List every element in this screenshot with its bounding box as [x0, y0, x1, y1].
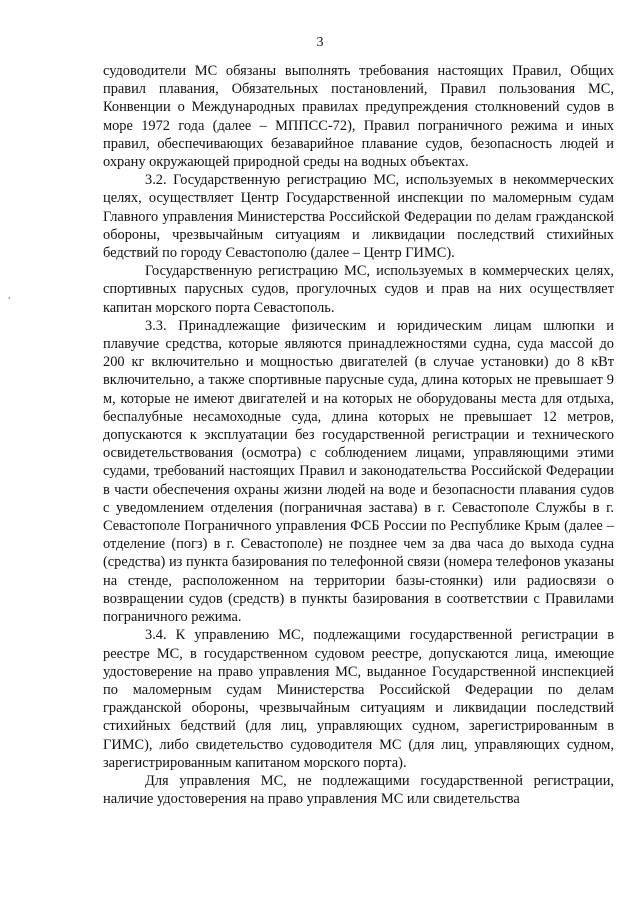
paragraph-commercial-registration: Государственную регистрацию МС, используемых в коммерческих целях, спортивных парусных судов, прогулочных судов и прав на них осуществляет капитан морского порта Севастополь.	[103, 263, 614, 316]
page-number: 3	[316, 35, 324, 50]
document-body	[103, 62, 614, 808]
paragraph-3-2: 3.2. Государственную регистрацию МС, используемых в некоммерческих целях, осуществляет Центр Государственной инспекции по маломерным судам Главного управления Министерства Российской Федерации по делам гражданской обороны, чрезвычайным ситуациям и ликвидации последствий стихийных бедствий по городу Севастополю (далее – Центр ГИМС).	[103, 172, 614, 262]
paragraph-3-3: 3.3. Принадлежащие физическим и юридическим лицам шлюпки и плавучие средства, которые являются принадлежностями судна, суда массой до 200 кг включительно и мощностью двигателей (в случае установки) до 8 кВт включительно, а также спортивные парусные суда, длина которых не превышает 9 м, которые не имеют двигателей и на которых не оборудованы места для отдыха, беспалубные несамоходные суда, длина которых не превышает 12 метров, допускаются к эксплуатации без государственной регистрации и технического освидетельствования (осмотра) с соблюдением лицами, управляющими этими судами, требований настоящих Правил и законодательства Российской Федерации в части обеспечения охраны жизни людей на воде и безопасности плавания судов с уведомлением отделения (пограничная застава) в г. Севастополе Службы в г. Севастополе Пограничного управления ФСБ России по Республике Крым (далее – отделение (погз) в г. Севастополе) не позднее чем за два часа до выхода судна (средства) из пункта базирования по телефонной связи (номера телефонов указаны на стенде, расположенном на территории базы-стоянки) или радиосвязи о возвращении судов (средств) в пункты базирования в соответствии с Правилами пограничного режима.	[103, 317, 614, 626]
paragraph-3-4: 3.4. К управлению МС, подлежащими государственной регистрации в реестре МС, в государственном судовом реестре, допускаются лица, имеющие удостоверение на право управления МС, выданное Государственной инспекцией по маломерным судам Министерства Российской Федерации по делам гражданской обороны, чрезвычайным ситуациям и ликвидации последствий стихийных бедствий (для лиц, управляющих судном, зарегистрированным в ГИМС), либо свидетельство судоводителя МС (для лиц, управляющих судном, зарегистрированным капитаном морского порта).	[103, 627, 614, 771]
margin-mark: ,	[8, 290, 11, 301]
paragraph-continuation: судоводители МС обязаны выполнять требования настоящих Правил, Общих правил плавания, Обязательных постановлений, Правил пользования МС, Конвенции о Международных правилах предупреждения столкновений судов в море 1972 года (далее – МППСС-72), Правил пограничного режима и иных правил, обеспечивающих безаварийное плавание судов, безопасность людей и охрану окружающей природной среды на водных объектах.	[103, 63, 614, 171]
paragraph-unregistered-vessels: Для управления МС, не подлежащими государственной регистрации, наличие удостоверения на право управления МС или свидетельства	[103, 772, 614, 808]
